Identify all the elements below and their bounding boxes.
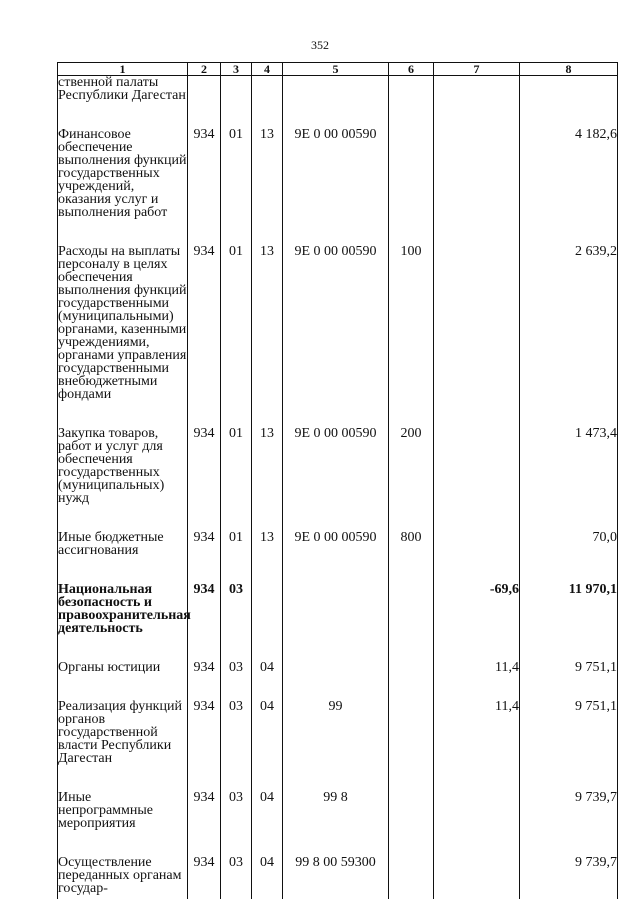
row-section-code: 03 — [221, 700, 252, 791]
row-expense-type — [389, 856, 434, 899]
row-total-amount: 11 970,1 — [520, 583, 618, 661]
row-change-amount — [434, 531, 520, 583]
row-section-code: 03 — [221, 583, 252, 661]
row-name: Органы юстиции — [58, 661, 188, 700]
col-header-4: 4 — [252, 63, 283, 76]
row-total-amount: 4 182,6 — [520, 128, 618, 245]
row-subsection-code: 04 — [252, 791, 283, 856]
table-row — [58, 245, 618, 427]
row-target-code — [283, 583, 389, 661]
row-section-code: 01 — [221, 531, 252, 583]
page-number: 352 — [311, 38, 329, 52]
row-subsection-code: 13 — [252, 427, 283, 531]
table-row — [58, 700, 618, 791]
row-name: Иные непрограммные мероприятия — [58, 791, 188, 856]
row-name: Реализация функций органов государственной власти Республики Дагестан — [58, 700, 188, 791]
row-target-code: 99 — [283, 700, 389, 791]
row-subsection-code: 04 — [252, 700, 283, 791]
row-target-code — [283, 661, 389, 700]
row-change-amount — [434, 128, 520, 245]
row-section-code — [221, 76, 252, 129]
row-section-code: 01 — [221, 128, 252, 245]
table-row — [58, 76, 618, 129]
row-section-code: 01 — [221, 245, 252, 427]
row-expense-type — [389, 791, 434, 856]
row-section-code: 01 — [221, 427, 252, 531]
row-expense-type — [389, 583, 434, 661]
row-total-amount — [520, 76, 618, 129]
row-admin-code: 934 — [188, 531, 221, 583]
row-admin-code — [188, 76, 221, 129]
row-target-code: 99 8 — [283, 791, 389, 856]
row-change-amount: 11,4 — [434, 661, 520, 700]
col-header-5: 5 — [283, 63, 389, 76]
table-row — [58, 791, 618, 856]
row-name: Иные бюджетные ассигнования — [58, 531, 188, 583]
row-target-code: 9Е 0 00 00590 — [283, 531, 389, 583]
row-expense-type: 800 — [389, 531, 434, 583]
row-section-code: 03 — [221, 856, 252, 899]
row-admin-code: 934 — [188, 856, 221, 899]
row-admin-code: 934 — [188, 700, 221, 791]
table-body — [58, 76, 618, 900]
row-name: Финансовое обеспечение выполнения функций государственных учреждений, оказания услуг и выполнения работ — [58, 128, 188, 245]
row-total-amount: 9 739,7 — [520, 856, 618, 899]
row-target-code: 9Е 0 00 00590 — [283, 245, 389, 427]
row-target-code: 9Е 0 00 00590 — [283, 427, 389, 531]
row-name: Национальная безопасность и правоохранительная деятельность — [58, 583, 188, 661]
row-expense-type — [389, 700, 434, 791]
row-change-amount — [434, 76, 520, 129]
col-header-2: 2 — [188, 63, 221, 76]
col-header-3: 3 — [221, 63, 252, 76]
row-expense-type: 100 — [389, 245, 434, 427]
col-header-8: 8 — [520, 63, 618, 76]
row-change-amount — [434, 427, 520, 531]
row-section-code: 03 — [221, 661, 252, 700]
row-change-amount — [434, 245, 520, 427]
row-name: ственной палаты Республики Дагестан — [58, 76, 188, 129]
row-admin-code: 934 — [188, 791, 221, 856]
row-name: Закупка товаров, работ и услуг для обеспечения государственных (муниципальных) нужд — [58, 427, 188, 531]
row-subsection-code: 04 — [252, 856, 283, 899]
row-expense-type — [389, 661, 434, 700]
row-change-amount — [434, 856, 520, 899]
row-subsection-code: 04 — [252, 661, 283, 700]
row-expense-type: 200 — [389, 427, 434, 531]
row-total-amount: 9 751,1 — [520, 661, 618, 700]
row-name: Расходы на выплаты персоналу в целях обеспечения выполнения функций государственными (муниципальными) органами, казенными учреждениями, органами управления государственными внебюджетными фондами — [58, 245, 188, 427]
row-total-amount: 2 639,2 — [520, 245, 618, 427]
row-total-amount: 9 739,7 — [520, 791, 618, 856]
col-header-1: 1 — [58, 63, 188, 76]
budget-table — [57, 62, 618, 899]
row-admin-code: 934 — [188, 583, 221, 661]
table-row — [58, 128, 618, 245]
row-admin-code: 934 — [188, 661, 221, 700]
row-admin-code: 934 — [188, 128, 221, 245]
header-row — [58, 63, 618, 76]
col-header-6: 6 — [389, 63, 434, 76]
row-target-code: 9Е 0 00 00590 — [283, 128, 389, 245]
row-change-amount: -69,6 — [434, 583, 520, 661]
row-change-amount: 11,4 — [434, 700, 520, 791]
row-subsection-code — [252, 583, 283, 661]
row-admin-code: 934 — [188, 245, 221, 427]
row-target-code: 99 8 00 59300 — [283, 856, 389, 899]
row-admin-code: 934 — [188, 427, 221, 531]
row-subsection-code: 13 — [252, 245, 283, 427]
table-row — [58, 583, 618, 661]
col-header-7: 7 — [434, 63, 520, 76]
row-expense-type — [389, 128, 434, 245]
table-row — [58, 661, 618, 700]
table-row — [58, 427, 618, 531]
table-row — [58, 856, 618, 899]
row-target-code — [283, 76, 389, 129]
row-name: Осуществление переданных органам государ- — [58, 856, 188, 899]
table-row — [58, 531, 618, 583]
row-total-amount: 9 751,1 — [520, 700, 618, 791]
row-total-amount: 70,0 — [520, 531, 618, 583]
row-subsection-code: 13 — [252, 531, 283, 583]
row-total-amount: 1 473,4 — [520, 427, 618, 531]
row-section-code: 03 — [221, 791, 252, 856]
row-expense-type — [389, 76, 434, 129]
row-change-amount — [434, 791, 520, 856]
row-subsection-code — [252, 76, 283, 129]
row-subsection-code: 13 — [252, 128, 283, 245]
